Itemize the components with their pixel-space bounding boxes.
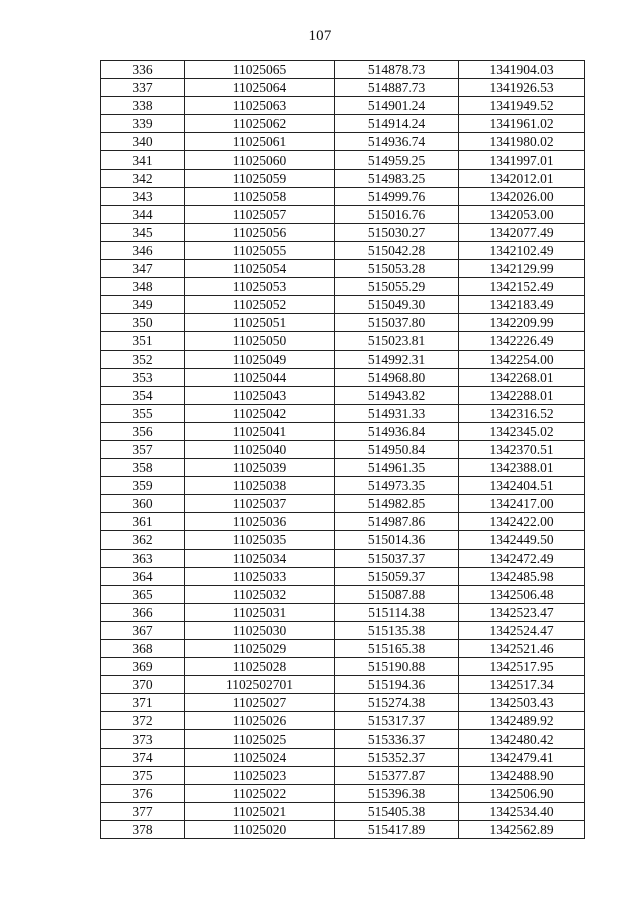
y-coordinate-cell: 1342053.00 — [459, 205, 585, 223]
y-coordinate-cell: 1342404.51 — [459, 477, 585, 495]
y-coordinate-cell: 1342209.99 — [459, 314, 585, 332]
point-number-cell: 368 — [101, 640, 185, 658]
y-coordinate-cell: 1342077.49 — [459, 223, 585, 241]
point-id-cell: 11025065 — [185, 61, 335, 79]
table-row — [101, 694, 585, 712]
point-id-cell: 11025030 — [185, 621, 335, 639]
y-coordinate-cell: 1342485.98 — [459, 567, 585, 585]
point-id-cell: 11025064 — [185, 79, 335, 97]
table-row — [101, 640, 585, 658]
point-number-cell: 340 — [101, 133, 185, 151]
point-id-cell: 11025052 — [185, 296, 335, 314]
x-coordinate-cell: 515396.38 — [335, 784, 459, 802]
point-number-cell: 375 — [101, 766, 185, 784]
y-coordinate-cell: 1342316.52 — [459, 404, 585, 422]
point-id-cell: 11025063 — [185, 97, 335, 115]
point-number-cell: 352 — [101, 350, 185, 368]
x-coordinate-cell: 515053.28 — [335, 260, 459, 278]
table-row — [101, 151, 585, 169]
point-id-cell: 11025042 — [185, 404, 335, 422]
point-id-cell: 11025021 — [185, 802, 335, 820]
point-id-cell: 1102502701 — [185, 676, 335, 694]
point-number-cell: 371 — [101, 694, 185, 712]
table-row — [101, 97, 585, 115]
point-id-cell: 11025055 — [185, 241, 335, 259]
table-row — [101, 712, 585, 730]
point-id-cell: 11025049 — [185, 350, 335, 368]
point-number-cell: 336 — [101, 61, 185, 79]
point-number-cell: 356 — [101, 422, 185, 440]
x-coordinate-cell: 514987.86 — [335, 513, 459, 531]
table-row — [101, 422, 585, 440]
x-coordinate-cell: 515190.88 — [335, 658, 459, 676]
y-coordinate-cell: 1342503.43 — [459, 694, 585, 712]
table-row — [101, 223, 585, 241]
point-id-cell: 11025057 — [185, 205, 335, 223]
point-number-cell: 373 — [101, 730, 185, 748]
x-coordinate-cell: 515135.38 — [335, 621, 459, 639]
x-coordinate-cell: 515059.37 — [335, 567, 459, 585]
x-coordinate-cell: 515377.87 — [335, 766, 459, 784]
point-id-cell: 11025061 — [185, 133, 335, 151]
table-row — [101, 278, 585, 296]
table-row — [101, 368, 585, 386]
point-id-cell: 11025040 — [185, 440, 335, 458]
x-coordinate-cell: 514914.24 — [335, 115, 459, 133]
point-id-cell: 11025028 — [185, 658, 335, 676]
point-number-cell: 343 — [101, 187, 185, 205]
y-coordinate-cell: 1342472.49 — [459, 549, 585, 567]
table-row — [101, 513, 585, 531]
page-number: 107 — [308, 28, 332, 44]
point-number-cell: 338 — [101, 97, 185, 115]
y-coordinate-cell: 1342506.48 — [459, 585, 585, 603]
x-coordinate-cell: 514959.25 — [335, 151, 459, 169]
table-row — [101, 79, 585, 97]
y-coordinate-cell: 1341997.01 — [459, 151, 585, 169]
x-coordinate-cell: 515417.89 — [335, 820, 459, 838]
point-number-cell: 349 — [101, 296, 185, 314]
table-row — [101, 585, 585, 603]
x-coordinate-cell: 515114.38 — [335, 603, 459, 621]
point-number-cell: 354 — [101, 386, 185, 404]
point-number-cell: 377 — [101, 802, 185, 820]
x-coordinate-cell: 515055.29 — [335, 278, 459, 296]
y-coordinate-cell: 1342506.90 — [459, 784, 585, 802]
point-id-cell: 11025031 — [185, 603, 335, 621]
y-coordinate-cell: 1342226.49 — [459, 332, 585, 350]
table-row — [101, 802, 585, 820]
point-id-cell: 11025032 — [185, 585, 335, 603]
point-id-cell: 11025035 — [185, 531, 335, 549]
point-id-cell: 11025022 — [185, 784, 335, 802]
y-coordinate-cell: 1342102.49 — [459, 241, 585, 259]
table-row — [101, 658, 585, 676]
point-number-cell: 341 — [101, 151, 185, 169]
point-id-cell: 11025034 — [185, 549, 335, 567]
y-coordinate-cell: 1342517.95 — [459, 658, 585, 676]
point-number-cell: 339 — [101, 115, 185, 133]
x-coordinate-cell: 514936.74 — [335, 133, 459, 151]
point-number-cell: 355 — [101, 404, 185, 422]
point-number-cell: 364 — [101, 567, 185, 585]
y-coordinate-cell: 1342524.47 — [459, 621, 585, 639]
table-row — [101, 567, 585, 585]
y-coordinate-cell: 1342449.50 — [459, 531, 585, 549]
x-coordinate-cell: 515274.38 — [335, 694, 459, 712]
table-row — [101, 440, 585, 458]
point-number-cell: 337 — [101, 79, 185, 97]
x-coordinate-cell: 514999.76 — [335, 187, 459, 205]
point-number-cell: 353 — [101, 368, 185, 386]
y-coordinate-cell: 1342254.00 — [459, 350, 585, 368]
point-number-cell: 350 — [101, 314, 185, 332]
point-number-cell: 358 — [101, 459, 185, 477]
point-id-cell: 11025051 — [185, 314, 335, 332]
x-coordinate-cell: 514901.24 — [335, 97, 459, 115]
x-coordinate-cell: 514983.25 — [335, 169, 459, 187]
x-coordinate-cell: 515030.27 — [335, 223, 459, 241]
table-row — [101, 260, 585, 278]
x-coordinate-cell: 514992.31 — [335, 350, 459, 368]
point-id-cell: 11025059 — [185, 169, 335, 187]
point-id-cell: 11025060 — [185, 151, 335, 169]
table-row — [101, 296, 585, 314]
x-coordinate-cell: 515014.36 — [335, 531, 459, 549]
y-coordinate-cell: 1342129.99 — [459, 260, 585, 278]
y-coordinate-cell: 1342534.40 — [459, 802, 585, 820]
point-id-cell: 11025026 — [185, 712, 335, 730]
y-coordinate-cell: 1341980.02 — [459, 133, 585, 151]
y-coordinate-cell: 1342388.01 — [459, 459, 585, 477]
x-coordinate-cell: 515037.37 — [335, 549, 459, 567]
point-id-cell: 11025024 — [185, 748, 335, 766]
point-id-cell: 11025025 — [185, 730, 335, 748]
x-coordinate-cell: 514887.73 — [335, 79, 459, 97]
y-coordinate-cell: 1342488.90 — [459, 766, 585, 784]
point-id-cell: 11025050 — [185, 332, 335, 350]
point-id-cell: 11025037 — [185, 495, 335, 513]
x-coordinate-cell: 514878.73 — [335, 61, 459, 79]
table-row — [101, 730, 585, 748]
point-number-cell: 370 — [101, 676, 185, 694]
point-number-cell: 346 — [101, 241, 185, 259]
point-id-cell: 11025044 — [185, 368, 335, 386]
point-number-cell: 345 — [101, 223, 185, 241]
point-number-cell: 361 — [101, 513, 185, 531]
y-coordinate-cell: 1342523.47 — [459, 603, 585, 621]
point-id-cell: 11025023 — [185, 766, 335, 784]
y-coordinate-cell: 1341961.02 — [459, 115, 585, 133]
point-id-cell: 11025039 — [185, 459, 335, 477]
y-coordinate-cell: 1342268.01 — [459, 368, 585, 386]
table-row — [101, 748, 585, 766]
y-coordinate-cell: 1342479.41 — [459, 748, 585, 766]
point-id-cell: 11025033 — [185, 567, 335, 585]
point-number-cell: 374 — [101, 748, 185, 766]
table-row — [101, 603, 585, 621]
x-coordinate-cell: 515037.80 — [335, 314, 459, 332]
point-id-cell: 11025029 — [185, 640, 335, 658]
x-coordinate-cell: 515042.28 — [335, 241, 459, 259]
table-row — [101, 820, 585, 838]
y-coordinate-cell: 1342370.51 — [459, 440, 585, 458]
x-coordinate-cell: 515165.38 — [335, 640, 459, 658]
point-number-cell: 366 — [101, 603, 185, 621]
table-row — [101, 386, 585, 404]
point-number-cell: 359 — [101, 477, 185, 495]
point-number-cell: 351 — [101, 332, 185, 350]
y-coordinate-cell: 1342012.01 — [459, 169, 585, 187]
y-coordinate-cell: 1342521.46 — [459, 640, 585, 658]
x-coordinate-cell: 515352.37 — [335, 748, 459, 766]
y-coordinate-cell: 1342288.01 — [459, 386, 585, 404]
x-coordinate-cell: 515049.30 — [335, 296, 459, 314]
x-coordinate-cell: 515405.38 — [335, 802, 459, 820]
x-coordinate-cell: 514973.35 — [335, 477, 459, 495]
table-row — [101, 332, 585, 350]
point-id-cell: 11025027 — [185, 694, 335, 712]
point-number-cell: 363 — [101, 549, 185, 567]
table-row — [101, 621, 585, 639]
point-number-cell: 367 — [101, 621, 185, 639]
x-coordinate-cell: 515087.88 — [335, 585, 459, 603]
table-row — [101, 133, 585, 151]
y-coordinate-cell: 1342183.49 — [459, 296, 585, 314]
point-id-cell: 11025056 — [185, 223, 335, 241]
point-id-cell: 11025038 — [185, 477, 335, 495]
y-coordinate-cell: 1342345.02 — [459, 422, 585, 440]
x-coordinate-cell: 515016.76 — [335, 205, 459, 223]
x-coordinate-cell: 514943.82 — [335, 386, 459, 404]
point-number-cell: 378 — [101, 820, 185, 838]
x-coordinate-cell: 514936.84 — [335, 422, 459, 440]
point-number-cell: 342 — [101, 169, 185, 187]
x-coordinate-cell: 514950.84 — [335, 440, 459, 458]
y-coordinate-cell: 1342152.49 — [459, 278, 585, 296]
table-row — [101, 784, 585, 802]
coordinates-table — [100, 60, 585, 839]
point-number-cell: 357 — [101, 440, 185, 458]
table-row — [101, 766, 585, 784]
y-coordinate-cell: 1342517.34 — [459, 676, 585, 694]
table-row — [101, 495, 585, 513]
x-coordinate-cell: 514982.85 — [335, 495, 459, 513]
point-number-cell: 369 — [101, 658, 185, 676]
x-coordinate-cell: 514961.35 — [335, 459, 459, 477]
y-coordinate-cell: 1342422.00 — [459, 513, 585, 531]
table-row — [101, 404, 585, 422]
y-coordinate-cell: 1342489.92 — [459, 712, 585, 730]
point-number-cell: 372 — [101, 712, 185, 730]
y-coordinate-cell: 1341926.53 — [459, 79, 585, 97]
point-id-cell: 11025041 — [185, 422, 335, 440]
point-id-cell: 11025043 — [185, 386, 335, 404]
x-coordinate-cell: 514931.33 — [335, 404, 459, 422]
point-id-cell: 11025058 — [185, 187, 335, 205]
point-id-cell: 11025062 — [185, 115, 335, 133]
point-number-cell: 348 — [101, 278, 185, 296]
table-row — [101, 241, 585, 259]
x-coordinate-cell: 515194.36 — [335, 676, 459, 694]
x-coordinate-cell: 514968.80 — [335, 368, 459, 386]
table-row — [101, 314, 585, 332]
coordinates-table-body — [101, 61, 585, 839]
point-number-cell: 362 — [101, 531, 185, 549]
point-number-cell: 365 — [101, 585, 185, 603]
table-row — [101, 61, 585, 79]
y-coordinate-cell: 1341949.52 — [459, 97, 585, 115]
point-id-cell: 11025036 — [185, 513, 335, 531]
point-number-cell: 344 — [101, 205, 185, 223]
y-coordinate-cell: 1342026.00 — [459, 187, 585, 205]
table-row — [101, 187, 585, 205]
point-number-cell: 347 — [101, 260, 185, 278]
table-row — [101, 205, 585, 223]
x-coordinate-cell: 515336.37 — [335, 730, 459, 748]
table-row — [101, 115, 585, 133]
x-coordinate-cell: 515023.81 — [335, 332, 459, 350]
y-coordinate-cell: 1342480.42 — [459, 730, 585, 748]
table-row — [101, 549, 585, 567]
y-coordinate-cell: 1341904.03 — [459, 61, 585, 79]
table-row — [101, 477, 585, 495]
y-coordinate-cell: 1342417.00 — [459, 495, 585, 513]
table-row — [101, 169, 585, 187]
table-row — [101, 350, 585, 368]
x-coordinate-cell: 515317.37 — [335, 712, 459, 730]
point-number-cell: 360 — [101, 495, 185, 513]
point-id-cell: 11025054 — [185, 260, 335, 278]
point-id-cell: 11025020 — [185, 820, 335, 838]
table-row — [101, 676, 585, 694]
table-row — [101, 531, 585, 549]
table-row — [101, 459, 585, 477]
point-id-cell: 11025053 — [185, 278, 335, 296]
y-coordinate-cell: 1342562.89 — [459, 820, 585, 838]
point-number-cell: 376 — [101, 784, 185, 802]
